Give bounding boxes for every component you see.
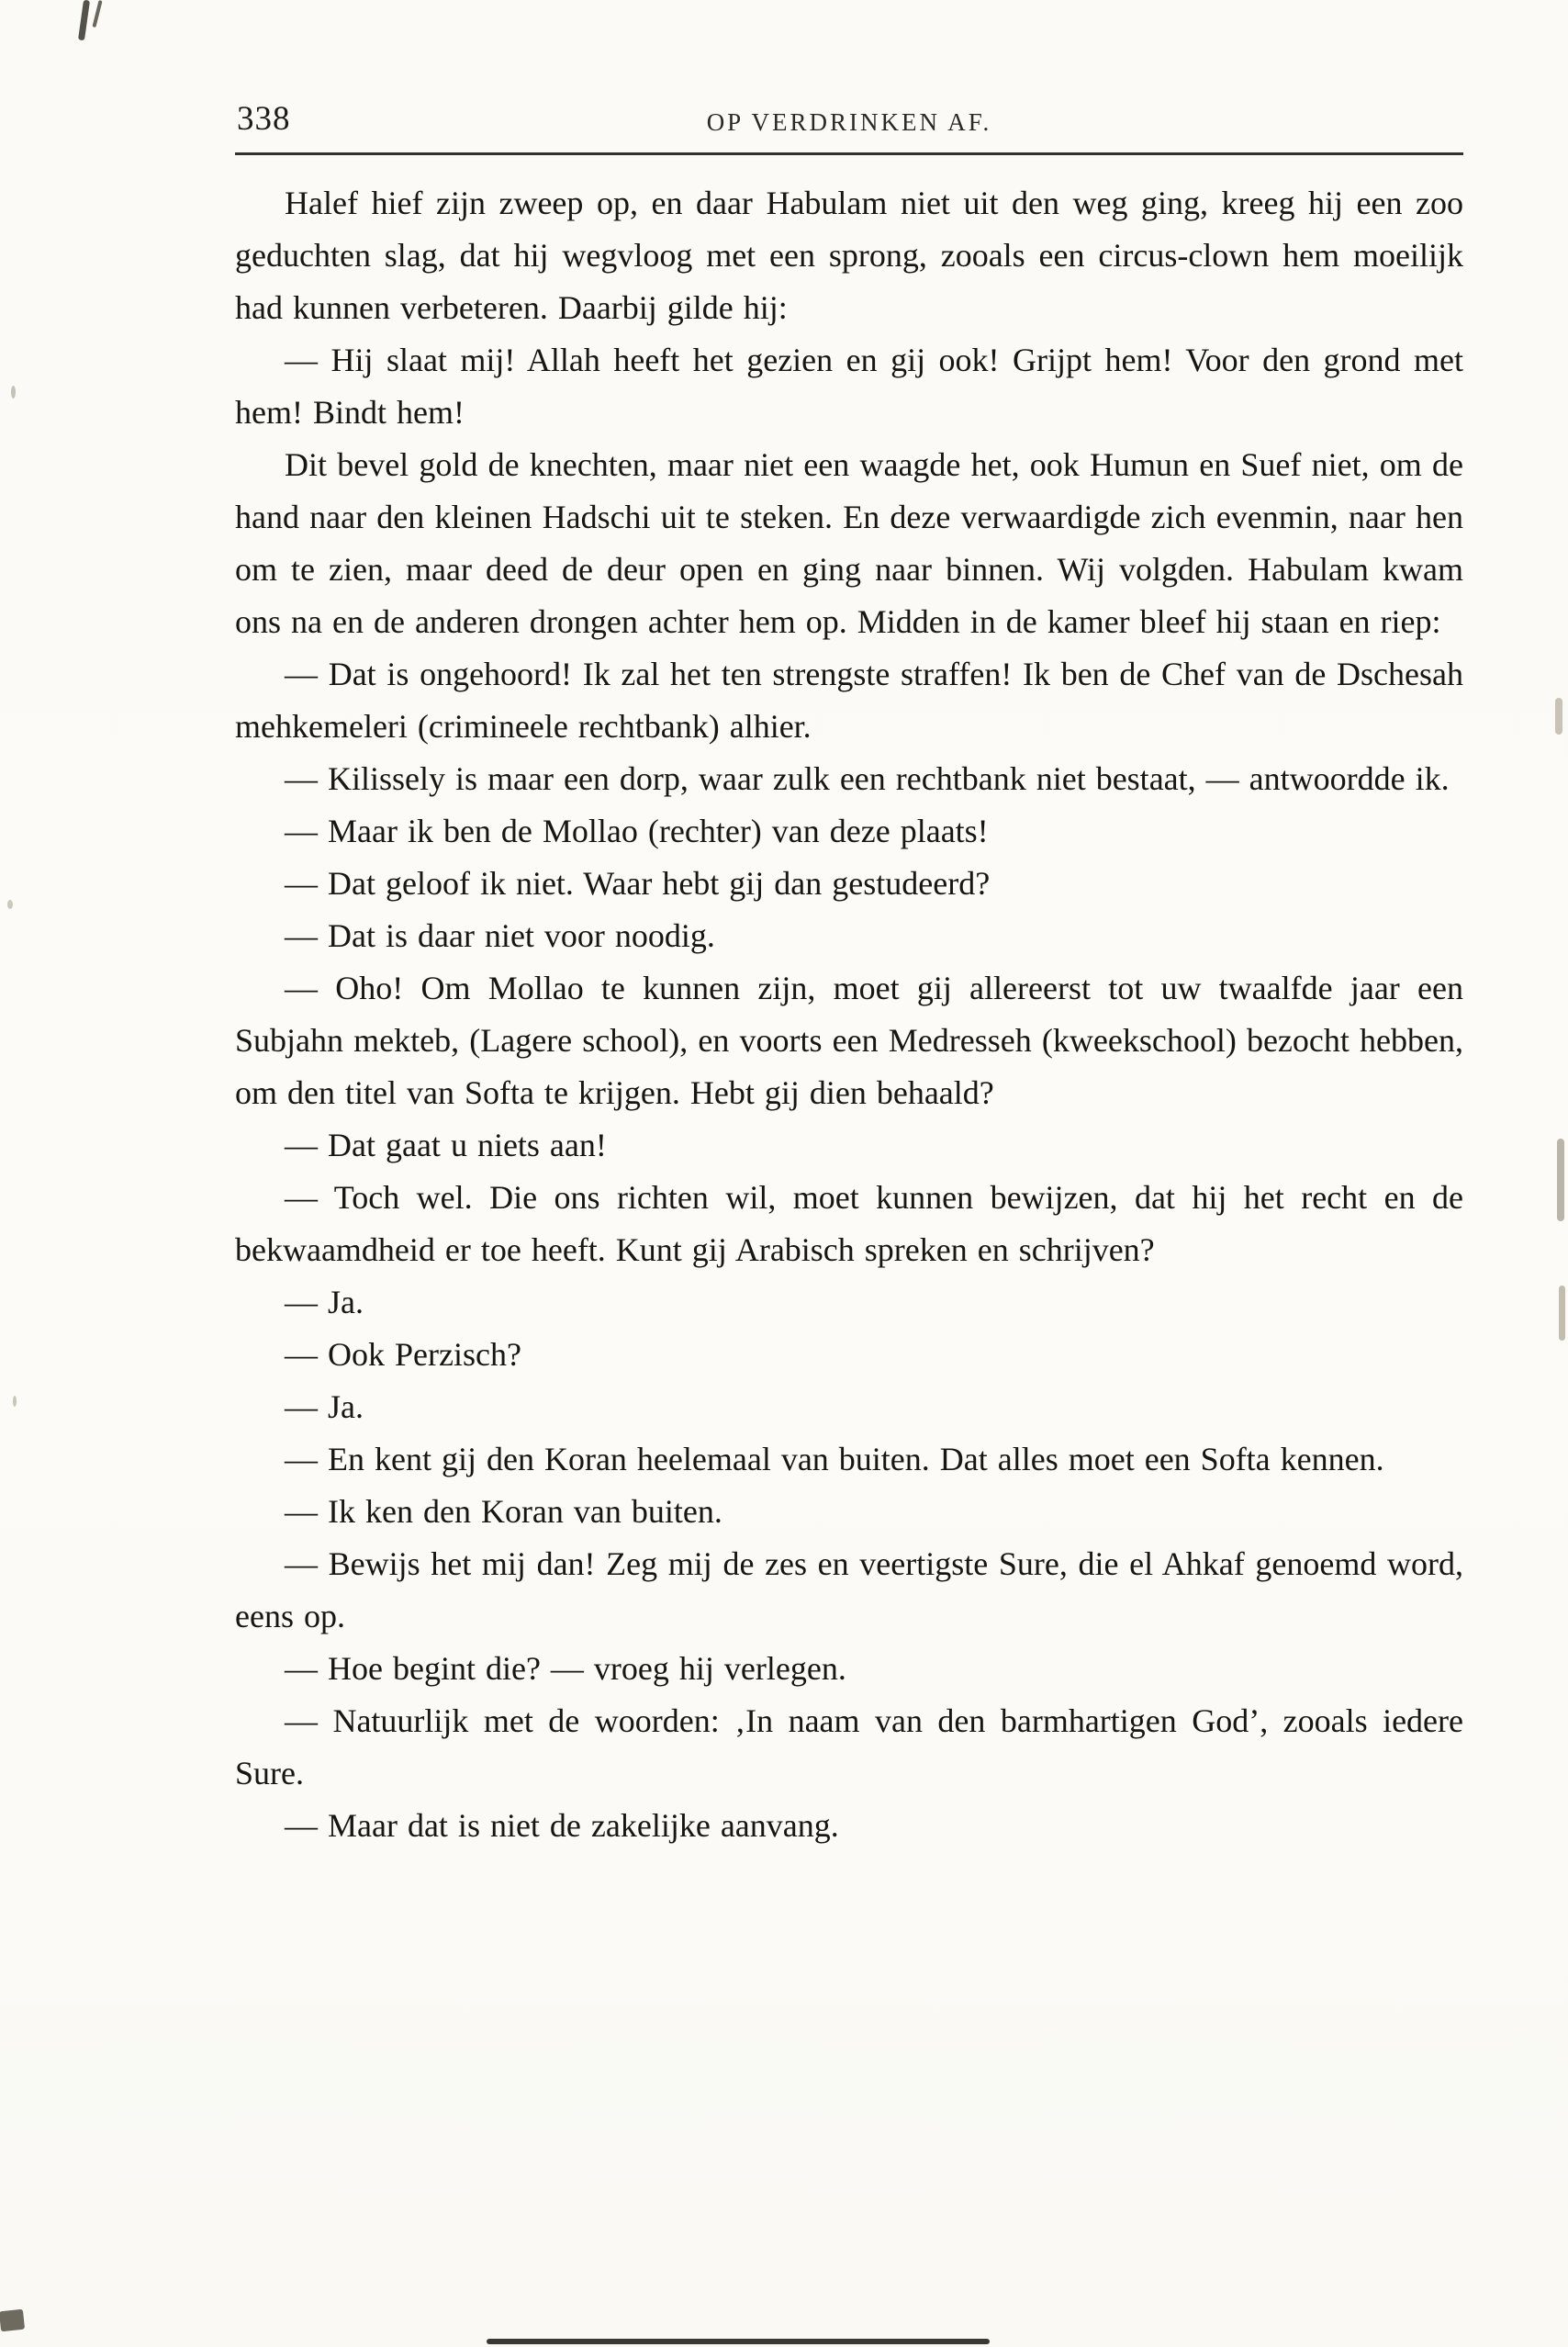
- paragraph: — Ik ken den Koran van buiten.: [285, 1493, 722, 1530]
- paragraph: Halef hief zijn zweep op, en daar Habulam niet uit den weg ging, kreeg hij een zoo geduchten slag, dat hij wegvloog met een sprong, zooals een circus-clown hem moeilijk had kunnen verbeteren. Daarbij gilde hij:: [235, 185, 1463, 326]
- paragraph: — Dat is daar niet voor noodig.: [285, 917, 715, 954]
- paragraph: — En kent gij den Koran heelemaal van buiten. Dat alles moet een Softa kennen.: [285, 1441, 1384, 1477]
- scan-artifact: [78, 0, 90, 40]
- paragraph: — Dat geloof ik niet. Waar hebt gij dan gestudeerd?: [285, 865, 991, 902]
- scan-artifact: [1559, 1286, 1565, 1341]
- paragraph: — Ja.: [285, 1388, 364, 1425]
- paragraph: — Maar ik ben de Mollao (rechter) van deze plaats!: [285, 813, 989, 849]
- text-block: [235, 177, 1463, 1852]
- scan-artifact: [0, 2309, 25, 2332]
- header-rule: [235, 152, 1463, 155]
- scan-artifact: [487, 2339, 990, 2344]
- scan-artifact: [7, 900, 13, 909]
- paragraph: — Hij slaat mij! Allah heeft het gezien en gij ook! Grijpt hem! Voor den grond met hem! Bindt hem!: [235, 342, 1463, 431]
- paragraph: Dit bevel gold de knechten, maar niet een waagde het, ook Humun en Suef niet, om de hand naar den kleinen Hadschi uit te steken. En deze verwaardigde zich evenmin, naar hen om te zien, maar deed de deur open en ging naar binnen. Wij volgden. Habulam kwam ons na en de anderen drongen achter hem op. Midden in de kamer bleef hij staan en riep:: [235, 446, 1463, 640]
- page-header: [235, 95, 1463, 143]
- paragraph: — Natuurlijk met de woorden: ‚In naam van den barmhartigen God’, zooals iedere Sure.: [235, 1702, 1463, 1791]
- scan-artifact: [92, 0, 102, 28]
- page-number: 338: [237, 100, 291, 138]
- scan-artifact: [11, 386, 16, 399]
- scan-artifact: [13, 1396, 17, 1407]
- scan-artifact: [1557, 1139, 1564, 1221]
- paragraph: — Ook Perzisch?: [285, 1336, 521, 1373]
- page-content: [235, 95, 1463, 1852]
- paragraph: — Oho! Om Mollao te kunnen zijn, moet gij allereerst tot uw twaalfde jaar een Subjahn mekteb, (Lagere school), en voorts een Medresseh (kweekschool) bezocht hebben, om den titel van Softa te krijgen. Hebt gij dien behaald?: [235, 970, 1463, 1111]
- paragraph: — Toch wel. Die ons richten wil, moet kunnen bewijzen, dat hij het recht en de bekwaamdheid er toe heeft. Kunt gij Arabisch spreken en schrijven?: [235, 1179, 1463, 1268]
- paragraph: — Ja.: [285, 1284, 364, 1320]
- paragraph: — Kilissely is maar een dorp, waar zulk een rechtbank niet bestaat, — antwoordde ik.: [285, 760, 1450, 797]
- running-title: OP VERDRINKEN AF.: [706, 108, 992, 136]
- scan-artifact: [1555, 698, 1562, 735]
- paragraph: — Hoe begint die? — vroeg hij verlegen.: [285, 1650, 846, 1687]
- paragraph: — Bewijs het mij dan! Zeg mij de zes en veertigste Sure, die el Ahkaf genoemd word, eens op.: [235, 1545, 1463, 1634]
- paragraph: — Dat gaat u niets aan!: [285, 1127, 607, 1163]
- paragraph: — Dat is ongehoord! Ik zal het ten strengste straffen! Ik ben de Chef van de Dschesah mehkemeleri (crimineele rechtbank) alhier.: [235, 656, 1463, 745]
- paragraph: — Maar dat is niet de zakelijke aanvang.: [285, 1807, 839, 1844]
